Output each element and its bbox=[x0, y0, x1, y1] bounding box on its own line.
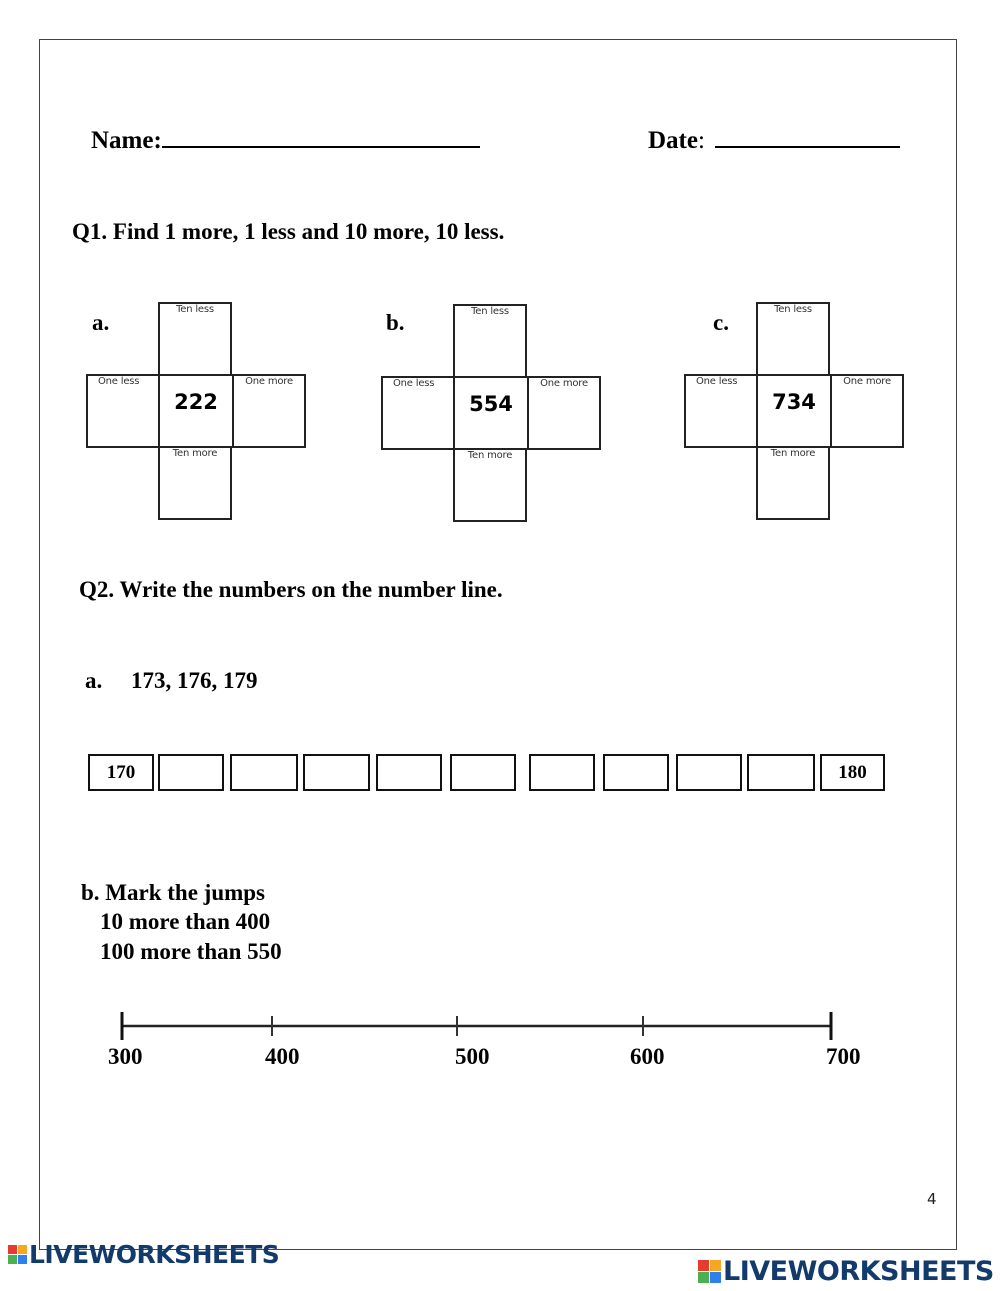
tick-label-700: 700 bbox=[826, 1044, 861, 1069]
one-less-box-c[interactable] bbox=[684, 374, 758, 448]
puzzle-b-letter: b. bbox=[386, 310, 405, 335]
number-line-box[interactable]: 180 bbox=[820, 754, 885, 791]
number-line-box[interactable] bbox=[603, 754, 669, 791]
ten-more-label: Ten more bbox=[770, 448, 816, 459]
ten-less-box-b[interactable] bbox=[453, 304, 527, 378]
date-label: Date bbox=[648, 127, 698, 154]
number-line-box[interactable] bbox=[230, 754, 298, 791]
brand-name: LIVEWORKSHEETS bbox=[723, 1256, 994, 1287]
one-more-label: One more bbox=[843, 376, 891, 387]
q1-title: Q1. Find 1 more, 1 less and 10 more, 10 less. bbox=[72, 219, 505, 244]
ten-less-label: Ten less bbox=[176, 304, 214, 315]
center-number-b: 554 bbox=[469, 392, 513, 416]
ten-less-box-a[interactable] bbox=[158, 302, 232, 376]
name-blank[interactable] bbox=[162, 124, 480, 148]
q2a-letter: a. bbox=[85, 668, 103, 693]
q2b-line3: 100 more than 550 bbox=[100, 939, 282, 964]
center-box-b bbox=[453, 376, 529, 450]
center-box-a bbox=[158, 374, 234, 448]
one-less-box-a[interactable] bbox=[86, 374, 160, 448]
jump-number-line[interactable] bbox=[110, 1008, 840, 1044]
tick-label-600: 600 bbox=[630, 1044, 665, 1069]
puzzle-a-letter: a. bbox=[92, 310, 110, 335]
tick-label-500: 500 bbox=[455, 1044, 490, 1069]
one-less-label: One less bbox=[98, 376, 140, 387]
ten-less-label: Ten less bbox=[471, 306, 509, 317]
number-line-box[interactable] bbox=[158, 754, 224, 791]
date-blank[interactable] bbox=[715, 124, 900, 148]
number-line-box[interactable] bbox=[303, 754, 370, 791]
q2b-line2: 10 more than 400 bbox=[100, 909, 271, 934]
center-number-a: 222 bbox=[174, 390, 218, 414]
date-row bbox=[648, 124, 900, 155]
tick-label-300: 300 bbox=[108, 1044, 143, 1069]
tick-label-400: 400 bbox=[265, 1044, 300, 1069]
number-line-box[interactable] bbox=[376, 754, 442, 791]
number-line-box[interactable]: 170 bbox=[88, 754, 154, 791]
number-line-box[interactable] bbox=[747, 754, 815, 791]
q2a-numbers: 173, 176, 179 bbox=[131, 668, 258, 693]
number-line-box[interactable] bbox=[676, 754, 742, 791]
page-number: 4 bbox=[927, 1190, 937, 1208]
puzzle-c bbox=[684, 302, 904, 522]
name-row bbox=[91, 124, 480, 155]
one-more-box-b[interactable] bbox=[527, 376, 601, 450]
q2-title: Q2. Write the numbers on the number line. bbox=[79, 577, 503, 602]
number-line-box[interactable] bbox=[450, 754, 516, 791]
center-box-c bbox=[756, 374, 832, 448]
puzzle-a bbox=[86, 302, 306, 522]
ten-more-box-b[interactable] bbox=[453, 448, 527, 522]
puzzle-b bbox=[381, 304, 601, 524]
logo-squares-icon bbox=[698, 1260, 721, 1283]
one-more-box-c[interactable] bbox=[830, 374, 904, 448]
liveworksheets-logo-right bbox=[698, 1256, 994, 1287]
one-more-label: One more bbox=[540, 378, 588, 389]
brand-name: LIVEWORKSHEETS bbox=[29, 1240, 280, 1269]
ten-less-box-c[interactable] bbox=[756, 302, 830, 376]
one-less-box-b[interactable] bbox=[381, 376, 455, 450]
number-line-box[interactable] bbox=[529, 754, 595, 791]
center-number-c: 734 bbox=[772, 390, 816, 414]
ten-more-label: Ten more bbox=[172, 448, 218, 459]
one-more-box-a[interactable] bbox=[232, 374, 306, 448]
one-less-label: One less bbox=[393, 378, 435, 389]
ten-more-box-a[interactable] bbox=[158, 446, 232, 520]
logo-squares-icon bbox=[8, 1245, 27, 1264]
name-label: Name: bbox=[91, 127, 162, 154]
date-colon: : bbox=[697, 127, 705, 154]
puzzle-c-letter: c. bbox=[713, 310, 729, 335]
ten-more-box-c[interactable] bbox=[756, 446, 830, 520]
ten-less-label: Ten less bbox=[774, 304, 812, 315]
one-more-label: One more bbox=[245, 376, 293, 387]
liveworksheets-logo-left bbox=[8, 1240, 279, 1269]
q2b-line1: b. Mark the jumps bbox=[81, 880, 266, 905]
ten-more-label: Ten more bbox=[467, 450, 513, 461]
one-less-label: One less bbox=[696, 376, 738, 387]
